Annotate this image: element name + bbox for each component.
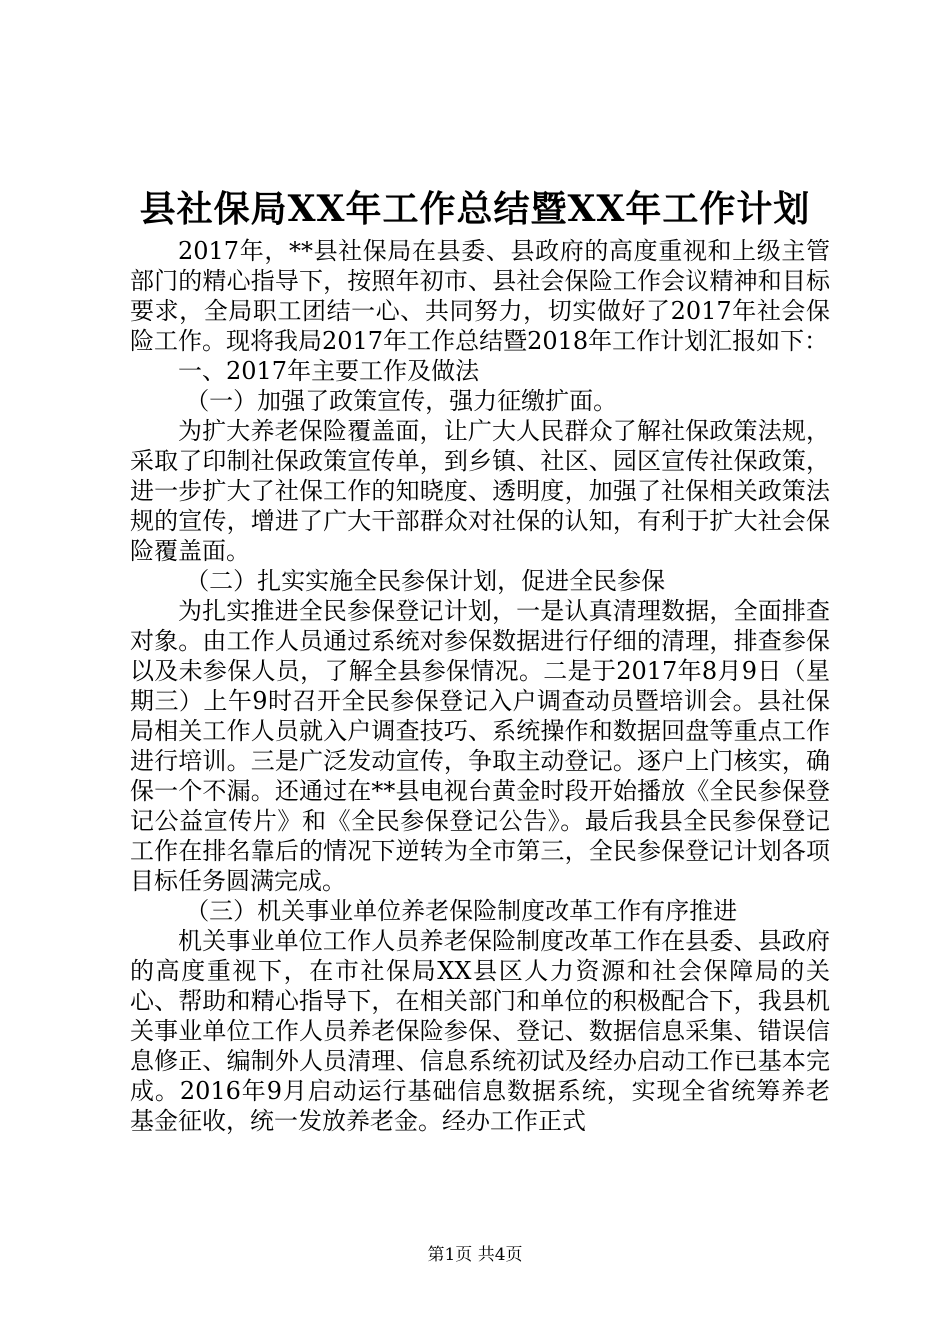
document-body: [130, 236, 830, 1136]
document-title: 县社保局XX年工作总结暨XX年工作计划: [139, 188, 811, 230]
section-heading-1: 一、2017年主要工作及做法: [178, 357, 480, 385]
paragraph-intro: 2017年，**县社保局在县委、县政府的高度重视和上级主管部门的精心指导下，按照年初市、县社会保险工作会议精神和目标要求，全局职工团结一心、共同努力，切实做好了2017年社会保险工作。现将我局2017年工作总结暨2018年工作计划汇报如下：: [130, 237, 830, 355]
page-footer: 第1页 共4页: [427, 1245, 523, 1265]
subsection-heading-3: （三）机关事业单位养老保险制度改革工作有序推进: [185, 897, 738, 925]
paragraph-enrollment: 为扎实推进全民参保登记计划，一是认真清理数据，全面排查对象。由工作人员通过系统对参保数据进行仔细的清理，排查参保以及未参保人员，了解全县参保情况。二是于2017年8月9日（星期三）上午9时召开全民参保登记入户调查动员暨培训会。县社保局相关工作人员就入户调查技巧、系统操作和数据回盘等重点工作进行培训。三是广泛发动宣传，争取主动登记。逐户上门核实，确保一个不漏。还通过在**县电视台黄金时段开始播放《全民参保登记公益宣传片》和《全民参保登记公告》。最后我县全民参保登记工作在排名靠后的情况下逆转为全市第三，全民参保登记计划各项目标任务圆满完成。: [130, 597, 830, 895]
subsection-heading-1: （一）加强了政策宣传，强力征缴扩面。: [185, 387, 618, 415]
paragraph-publicity: 为扩大养老保险覆盖面，让广大人民群众了解社保政策法规，采取了印制社保政策宣传单，到乡镇、社区、园区宣传社保政策，进一步扩大了社保工作的知晓度、透明度，加强了社保相关政策法规的宣传，增进了广大干部群众对社保的认知，有利于扩大社会保险覆盖面。: [130, 417, 830, 565]
paragraph-reform: 机关事业单位工作人员养老保险制度改革工作在县委、县政府的高度重视下，在市社保局XX县区人力资源和社会保障局的关心、帮助和精心指导下，在相关部门和单位的积极配合下，我县机关事业单位工作人员养老保险参保、登记、数据信息采集、错误信息修正、编制外人员清理、信息系统初试及经办启动工作已基本完成。2016年9月启动运行基础信息数据系统，实现全省统筹养老基金征收，统一发放养老金。经办工作正式: [130, 927, 830, 1135]
subsection-heading-2: （二）扎实实施全民参保计划，促进全民参保: [185, 567, 666, 595]
